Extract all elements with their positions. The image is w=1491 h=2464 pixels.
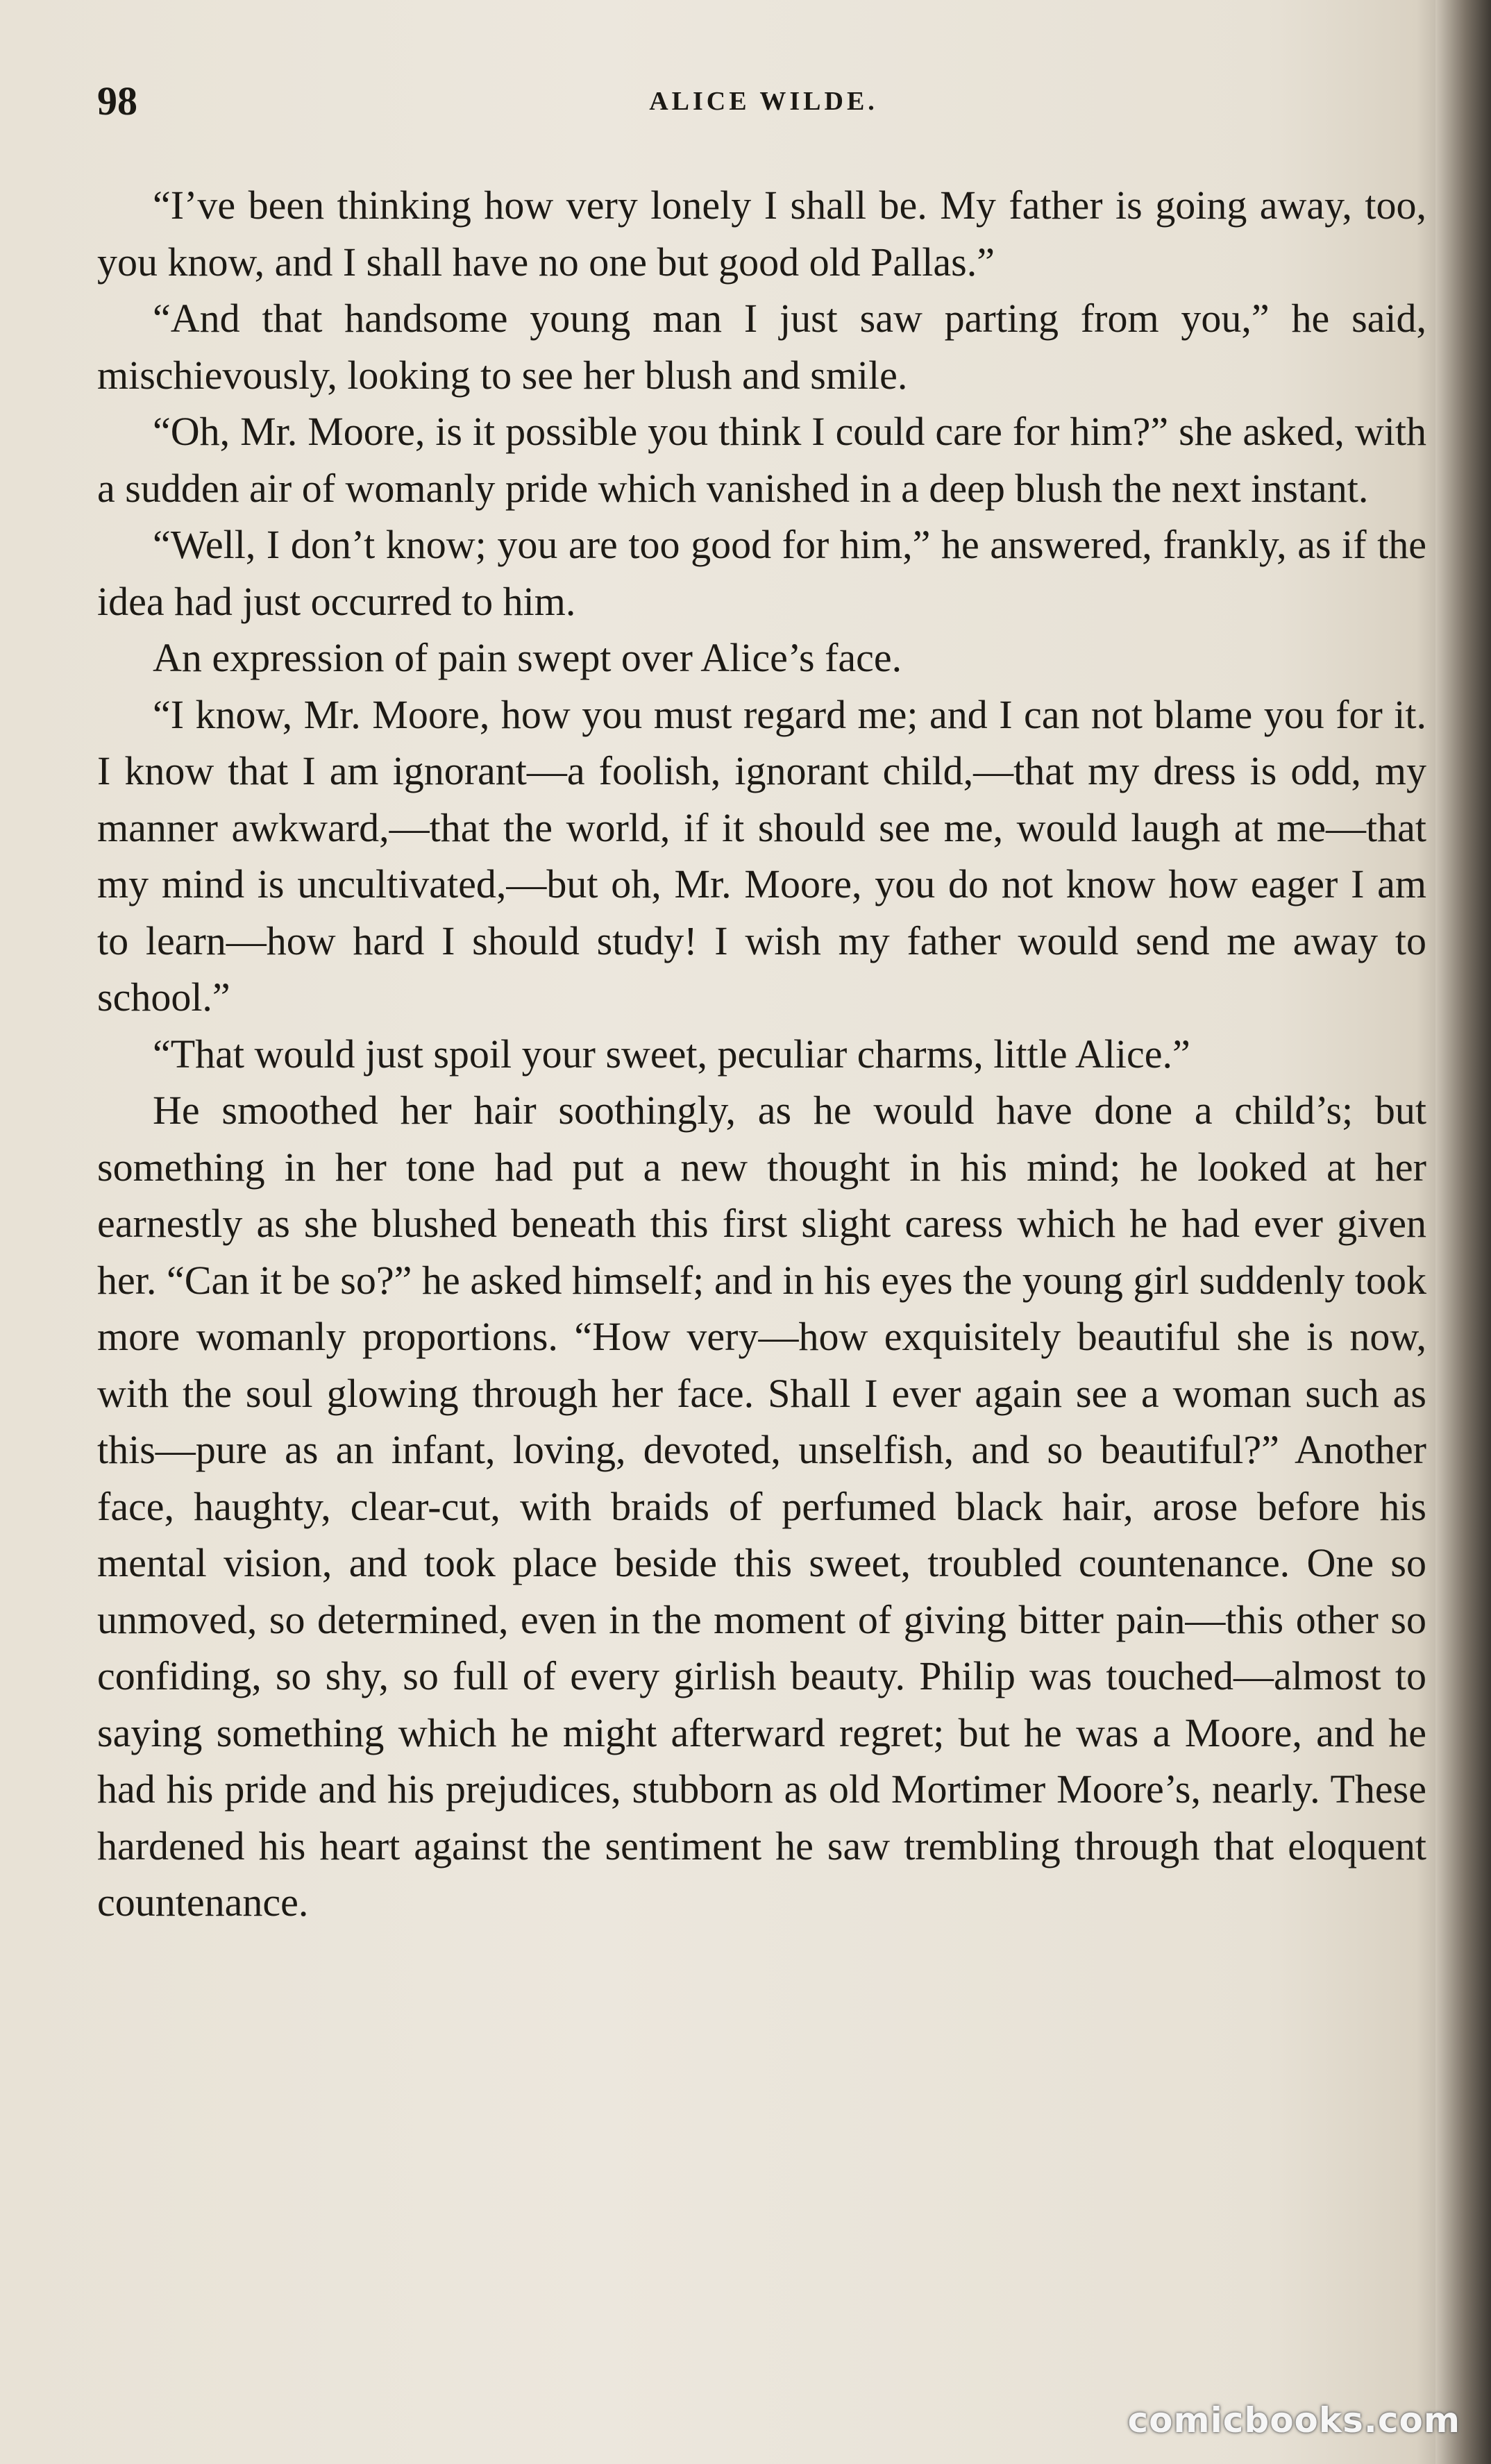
paragraph: “I know, Mr. Moore, how you must regard me; and I can not blame you for it. I know that I am ignorant—a foolish, ignorant child,—that my dress is odd, my manner awkward,—that the world, if it should see me, would laugh at me—that my mind is uncultivated,—but oh, Mr. Moore, you do not know how eager I am to learn—how hard I should study! I wish my father would send me away to school.” <box>97 691 1426 1020</box>
paragraph: He smoothed her hair soothingly, as he would have done a child’s; but something in her tone had put a new thought in his mind; he looked at her earnestly as she blushed beneath this first slight caress which he had ever given her. “Can it be so?” he asked himself; and in his eyes the young girl suddenly took more womanly proportions. “How very—how exquisitely beautiful she is now, with the soul glowing through her face. Shall I ever again see a woman such as this—pure as an infant, loving, devoted, unselfish, and so beautiful?” Another face, haughty, clear-cut, with braids of perfumed black hair, arose before his mental vision, and took place beside this sweet, troubled countenance. One so unmoved, so determined, even in the moment of giving bitter pain—this other so confiding, so shy, so full of every girlish beauty. Philip was touched—almost to saying something which he might afterward regret; but he was a Moore, and he had his pride and his prejudices, stubborn as old Mortimer Moore’s, nearly. These hardened his heart against the sentiment he saw trembling through that eloquent countenance. <box>97 1088 1426 1925</box>
paragraph: “I’ve been thinking how very lonely I shall be. My father is going away, too, you know, and I shall have no one but good old Pallas.” <box>97 183 1426 285</box>
paragraph: “And that handsome young man I just saw parting from you,” he said, mischievously, looking to see her blush and smile. <box>97 296 1426 398</box>
page-number: 98 <box>97 78 137 124</box>
watermark: comicbooks.com <box>1127 2400 1460 2440</box>
body-text <box>97 177 1426 1931</box>
running-title: ALICE WILDE. <box>649 87 878 116</box>
paragraph: “Oh, Mr. Moore, is it possible you think I could care for him?” she asked, with a sudden air of womanly pride which vanished in a deep blush the next instant. <box>97 409 1426 511</box>
paragraph: “Well, I don’t know; you are too good for him,” he answered, frankly, as if the idea had just occurred to him. <box>97 522 1426 624</box>
paragraph: An expression of pain swept over Alice’s face. <box>153 635 902 680</box>
page-header <box>97 78 1430 126</box>
paragraph: “That would just spoil your sweet, peculiar charms, little Alice.” <box>153 1031 1190 1077</box>
page-gutter-shadow <box>1435 0 1491 2464</box>
